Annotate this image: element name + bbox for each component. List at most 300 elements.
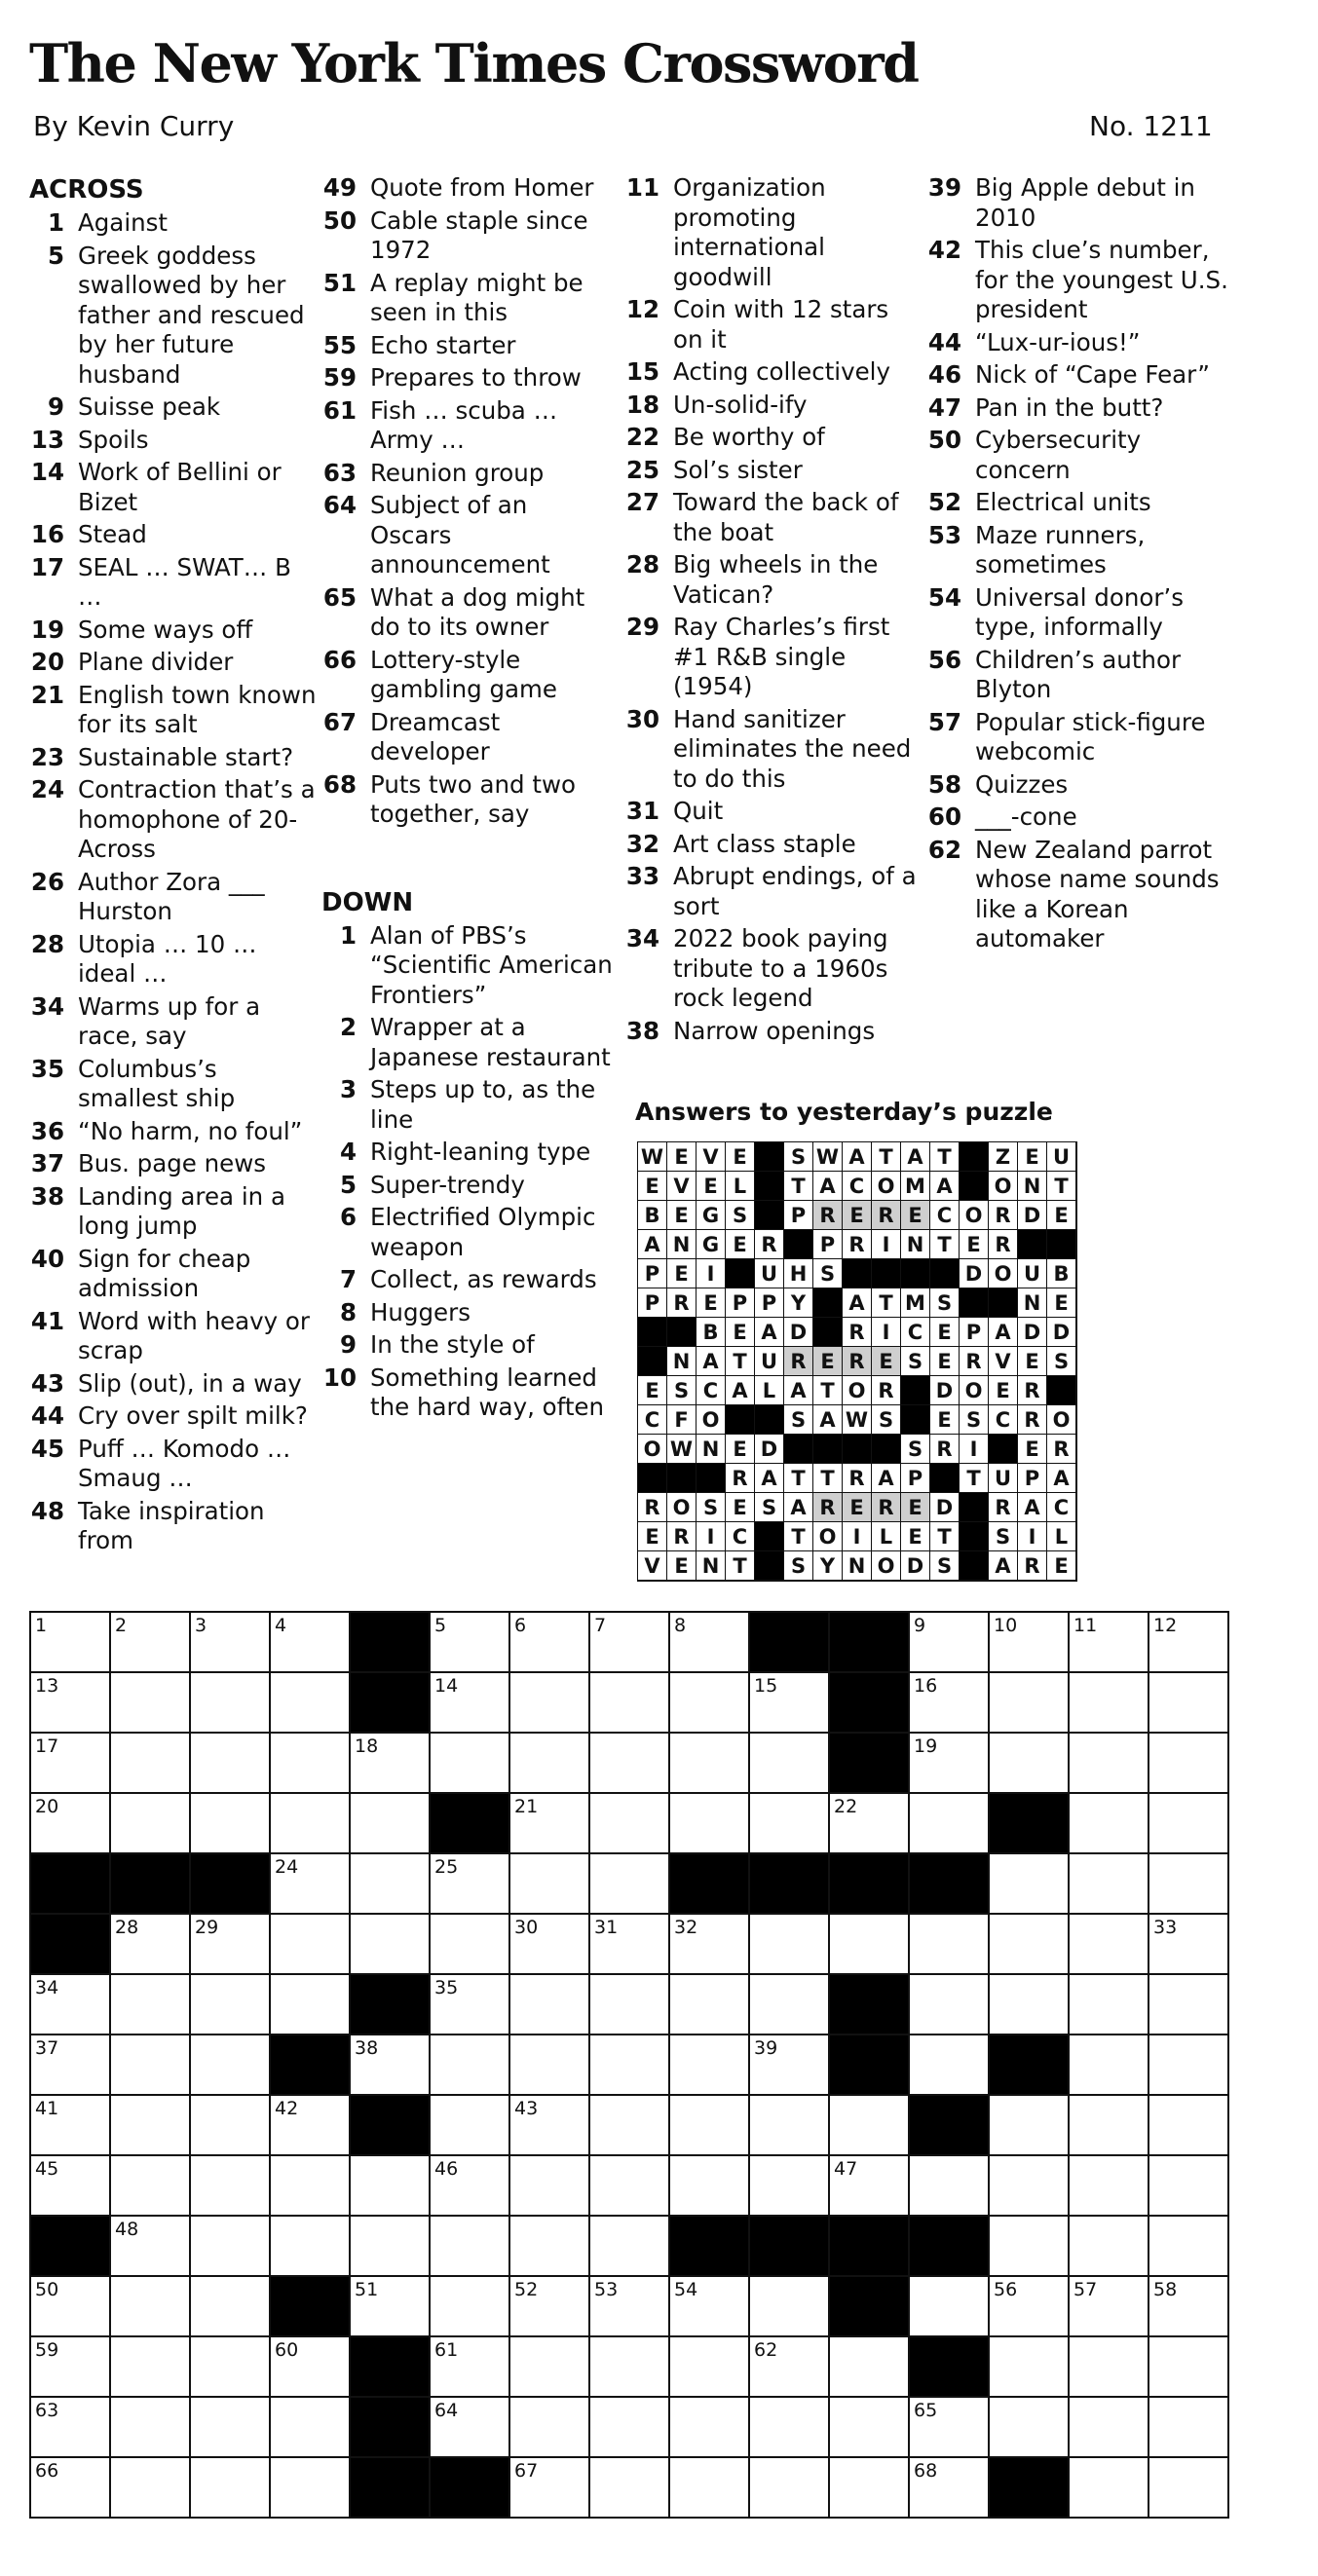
grid-cell[interactable]: [750, 2398, 830, 2458]
grid-cell[interactable]: [431, 2035, 510, 2096]
clue: [321, 1013, 616, 1072]
grid-cell[interactable]: [111, 2458, 191, 2519]
grid-cell[interactable]: [670, 1734, 750, 1794]
grid-cell[interactable]: [990, 1915, 1070, 1975]
answer-cell: L: [726, 1172, 755, 1201]
grid-cell[interactable]: [670, 1673, 750, 1734]
grid-cell[interactable]: [1070, 2035, 1149, 2096]
grid-cell[interactable]: [31, 2156, 111, 2217]
grid-cell[interactable]: [431, 2217, 510, 2277]
grid-cell[interactable]: [910, 1975, 990, 2035]
answer-cell: E: [930, 1405, 960, 1435]
grid-cell[interactable]: [351, 1794, 431, 1854]
grid-cell[interactable]: [670, 1915, 750, 1975]
grid-cell[interactable]: [191, 2398, 271, 2458]
clue-number: 67: [322, 707, 357, 736]
grid-cell[interactable]: [590, 1673, 670, 1734]
grid-cell[interactable]: [750, 2096, 830, 2156]
grid-cell[interactable]: [1070, 1734, 1149, 1794]
grid-cell[interactable]: [191, 2035, 271, 2096]
grid-cell[interactable]: [510, 1673, 590, 1734]
cell-number: 41: [35, 2098, 59, 2119]
grid-cell[interactable]: [1149, 1915, 1229, 1975]
grid-cell[interactable]: [590, 2217, 670, 2277]
cell-number: 33: [1153, 1917, 1178, 1938]
answer-cell: A: [843, 1142, 872, 1172]
grid-cell[interactable]: [1070, 1794, 1149, 1854]
grid-cell[interactable]: [351, 1854, 431, 1915]
answer-cell: R: [960, 1347, 989, 1376]
grid-cell[interactable]: [670, 1975, 750, 2035]
cell-number: 67: [514, 2460, 539, 2482]
grid-cell[interactable]: [510, 2035, 590, 2096]
grid-cell[interactable]: [590, 1734, 670, 1794]
clue-number: 5: [339, 1170, 357, 1199]
grid-cell[interactable]: [191, 2096, 271, 2156]
grid-cell[interactable]: [990, 2277, 1070, 2337]
cell-number: 21: [514, 1796, 539, 1817]
grid-cell[interactable]: [1149, 1613, 1229, 1673]
grid-cell[interactable]: [990, 2337, 1070, 2398]
grid-cell[interactable]: [1149, 1975, 1229, 2035]
grid-cell[interactable]: [271, 1915, 351, 1975]
grid-cell[interactable]: [31, 2458, 111, 2519]
grid-cell[interactable]: [510, 2458, 590, 2519]
grid-cell[interactable]: [750, 1975, 830, 2035]
grid-cell[interactable]: [1149, 2458, 1229, 2519]
grid-cell[interactable]: [910, 1734, 990, 1794]
grid-black-cell: [830, 1975, 910, 2035]
clue-text: Warms up for a race, say: [78, 991, 261, 1050]
grid-cell[interactable]: [431, 2337, 510, 2398]
grid-cell[interactable]: [111, 1734, 191, 1794]
answer-cell: E: [1047, 1288, 1076, 1318]
answer-cell: S: [901, 1435, 930, 1464]
cell-number: 62: [754, 2339, 778, 2361]
grid-cell[interactable]: [271, 2217, 351, 2277]
grid-cell[interactable]: [590, 2096, 670, 2156]
answer-cell: V: [697, 1142, 726, 1172]
clue-text: Author Zora ___ Hurston: [78, 867, 265, 925]
grid-cell[interactable]: [271, 1854, 351, 1915]
clue-text: What a dog might do to its owner: [370, 582, 585, 641]
grid-cell[interactable]: [31, 2398, 111, 2458]
grid-cell[interactable]: [590, 1854, 670, 1915]
grid-cell[interactable]: [1149, 2398, 1229, 2458]
grid-cell[interactable]: [990, 1734, 1070, 1794]
clue: [624, 488, 919, 547]
grid-black-cell: [351, 2337, 431, 2398]
grid-cell[interactable]: [111, 1613, 191, 1673]
answer-cell: D: [1018, 1318, 1047, 1347]
grid-cell[interactable]: [910, 2035, 990, 2096]
grid-cell[interactable]: [1070, 2398, 1149, 2458]
grid-cell[interactable]: [191, 1975, 271, 2035]
grid-cell[interactable]: [1070, 2277, 1149, 2337]
grid-cell[interactable]: [990, 1673, 1070, 1734]
grid-cell[interactable]: [271, 1613, 351, 1673]
grid-cell[interactable]: [750, 2458, 830, 2519]
grid-cell[interactable]: [111, 2217, 191, 2277]
answer-cell: R: [1018, 1405, 1047, 1435]
answer-cell: E: [843, 1201, 872, 1230]
grid-cell[interactable]: [910, 1673, 990, 1734]
grid-cell[interactable]: [510, 1854, 590, 1915]
clue-text: Electrified Olympic weapon: [370, 1203, 596, 1261]
grid-cell[interactable]: [990, 1613, 1070, 1673]
answer-cell: O: [813, 1522, 843, 1551]
clue-number: 12: [625, 295, 659, 323]
answer-cell: R: [813, 1493, 843, 1522]
grid-cell[interactable]: [351, 2156, 431, 2217]
answer-cell: S: [960, 1405, 989, 1435]
clue: [29, 1182, 321, 1242]
grid-cell[interactable]: [31, 2337, 111, 2398]
grid-cell[interactable]: [910, 2458, 990, 2519]
grid-cell[interactable]: [111, 1975, 191, 2035]
grid-cell[interactable]: [590, 2156, 670, 2217]
grid-cell[interactable]: [590, 2035, 670, 2096]
grid-cell[interactable]: [111, 2035, 191, 2096]
grid-cell[interactable]: [510, 2156, 590, 2217]
grid-cell[interactable]: [750, 2337, 830, 2398]
grid-cell[interactable]: [31, 2096, 111, 2156]
grid-cell[interactable]: [830, 2096, 910, 2156]
grid-cell[interactable]: [1070, 1915, 1149, 1975]
grid-cell[interactable]: [431, 2277, 510, 2337]
answer-cell: E: [667, 1142, 697, 1172]
grid-cell[interactable]: [271, 2096, 351, 2156]
grid-cell[interactable]: [750, 2035, 830, 2096]
answer-black-cell: [813, 1318, 843, 1347]
answer-cell: R: [1018, 1551, 1047, 1581]
grid-cell[interactable]: [271, 1673, 351, 1734]
clue-number: 34: [30, 991, 64, 1021]
grid-cell[interactable]: [1070, 1854, 1149, 1915]
answer-cell: R: [989, 1201, 1018, 1230]
grid-cell[interactable]: [191, 2458, 271, 2519]
grid-cell[interactable]: [1149, 2096, 1229, 2156]
answer-cell: B: [638, 1201, 667, 1230]
grid-cell[interactable]: [670, 2337, 750, 2398]
grid-cell[interactable]: [910, 2398, 990, 2458]
grid-cell[interactable]: [431, 1734, 510, 1794]
clue-number: 18: [625, 390, 659, 419]
answer-cell: D: [960, 1259, 989, 1288]
grid-cell[interactable]: [990, 2156, 1070, 2217]
grid-cell[interactable]: [111, 2277, 191, 2337]
clue-number: 34: [625, 924, 659, 952]
grid-cell[interactable]: [590, 2277, 670, 2337]
grid-cell[interactable]: [510, 1975, 590, 2035]
clue-text: Word with heavy or scrap: [78, 1306, 310, 1364]
grid-cell[interactable]: [1149, 2035, 1229, 2096]
clue-number: 6: [339, 1203, 357, 1231]
grid-cell[interactable]: [31, 1975, 111, 2035]
answer-cell: S: [813, 1259, 843, 1288]
grid-cell[interactable]: [510, 2217, 590, 2277]
grid-cell[interactable]: [351, 2035, 431, 2096]
grid-cell[interactable]: [590, 1915, 670, 1975]
grid-cell[interactable]: [750, 2156, 830, 2217]
grid-cell[interactable]: [1070, 2458, 1149, 2519]
answer-black-cell: [1047, 1376, 1076, 1405]
answer-cell: S: [726, 1201, 755, 1230]
grid-cell[interactable]: [1070, 2217, 1149, 2277]
grid-cell[interactable]: [750, 1915, 830, 1975]
grid-cell[interactable]: [271, 1794, 351, 1854]
grid-cell[interactable]: [830, 1915, 910, 1975]
grid-cell[interactable]: [510, 1915, 590, 1975]
grid-cell[interactable]: [351, 2277, 431, 2337]
grid-cell[interactable]: [590, 2398, 670, 2458]
grid-cell[interactable]: [191, 2337, 271, 2398]
answer-black-cell: [872, 1435, 901, 1464]
grid-cell[interactable]: [1149, 1854, 1229, 1915]
grid-cell[interactable]: [510, 1613, 590, 1673]
clue-text: A replay might be seen in this: [370, 268, 584, 326]
grid-cell[interactable]: [510, 2337, 590, 2398]
grid-cell[interactable]: [750, 2277, 830, 2337]
grid-cell[interactable]: [590, 1975, 670, 2035]
grid-cell[interactable]: [191, 2217, 271, 2277]
grid-cell[interactable]: [431, 2096, 510, 2156]
grid-cell[interactable]: [670, 2035, 750, 2096]
answer-cell: U: [755, 1347, 784, 1376]
grid-cell[interactable]: [910, 2156, 990, 2217]
grid-cell[interactable]: [910, 1613, 990, 1673]
grid-cell[interactable]: [31, 1734, 111, 1794]
grid-cell[interactable]: [31, 1794, 111, 1854]
answer-cell: R: [638, 1493, 667, 1522]
grid-cell[interactable]: [830, 2398, 910, 2458]
grid-cell[interactable]: [111, 2398, 191, 2458]
grid-cell[interactable]: [510, 1794, 590, 1854]
cell-number: 25: [434, 1856, 459, 1878]
answer-black-cell: [960, 1172, 989, 1201]
grid-cell[interactable]: [351, 1734, 431, 1794]
answer-cell: H: [784, 1259, 813, 1288]
cell-number: 46: [434, 2158, 459, 2180]
answer-cell: E: [1018, 1435, 1047, 1464]
grid-cell[interactable]: [431, 1975, 510, 2035]
grid-cell[interactable]: [1070, 2156, 1149, 2217]
grid-cell[interactable]: [1070, 2096, 1149, 2156]
grid-cell[interactable]: [1070, 1613, 1149, 1673]
grid-cell[interactable]: [431, 1915, 510, 1975]
grid-black-cell: [351, 1613, 431, 1673]
grid-black-cell: [750, 2217, 830, 2277]
grid-cell[interactable]: [910, 1915, 990, 1975]
grid-cell[interactable]: [990, 1975, 1070, 2035]
answer-cell: O: [989, 1172, 1018, 1201]
clue: [624, 423, 919, 453]
cell-number: 31: [594, 1917, 619, 1938]
answer-cell: N: [697, 1551, 726, 1581]
grid-cell[interactable]: [590, 2337, 670, 2398]
grid-cell[interactable]: [1149, 1794, 1229, 1854]
answer-cell: I: [697, 1522, 726, 1551]
grid-cell[interactable]: [830, 1794, 910, 1854]
grid-cell[interactable]: [191, 2156, 271, 2217]
grid-cell[interactable]: [31, 1673, 111, 1734]
clue-text: SEAL … SWAT… B …: [78, 552, 291, 611]
clue-number: 55: [322, 330, 357, 359]
clue-text: This clue’s number, for the youngest U.S. president: [975, 236, 1228, 323]
grid-cell[interactable]: [431, 1854, 510, 1915]
cell-number: 29: [195, 1917, 219, 1938]
grid-cell[interactable]: [510, 2096, 590, 2156]
grid-black-cell: [750, 1854, 830, 1915]
clue-number: 50: [322, 205, 357, 235]
grid-cell[interactable]: [990, 2217, 1070, 2277]
grid-cell[interactable]: [590, 2458, 670, 2519]
grid-cell[interactable]: [670, 2096, 750, 2156]
grid-cell[interactable]: [271, 1734, 351, 1794]
grid-cell[interactable]: [191, 1613, 271, 1673]
grid-cell[interactable]: [590, 1794, 670, 1854]
grid-cell[interactable]: [191, 1734, 271, 1794]
clue: [624, 862, 919, 921]
grid-cell[interactable]: [191, 2277, 271, 2337]
grid-cell[interactable]: [351, 2217, 431, 2277]
grid-cell[interactable]: [111, 1673, 191, 1734]
grid-cell[interactable]: [1149, 1673, 1229, 1734]
grid-cell[interactable]: [670, 1794, 750, 1854]
clue-text: Sustainable start?: [78, 742, 294, 771]
answer-cell: A: [1018, 1493, 1047, 1522]
grid-black-cell: [351, 1673, 431, 1734]
grid-cell[interactable]: [111, 1794, 191, 1854]
grid-cell[interactable]: [670, 2458, 750, 2519]
answer-cell: E: [1047, 1551, 1076, 1581]
clue: [624, 357, 919, 388]
clue-text: New Zealand parrot whose name sounds like a Korean automaker: [975, 835, 1220, 952]
clue: [624, 613, 919, 702]
cell-number: 12: [1153, 1615, 1178, 1636]
grid-cell[interactable]: [351, 1915, 431, 1975]
grid-cell[interactable]: [830, 2337, 910, 2398]
clue: [926, 803, 1238, 833]
grid-cell[interactable]: [111, 1915, 191, 1975]
grid-cell[interactable]: [990, 1854, 1070, 1915]
answer-cell: E: [638, 1376, 667, 1405]
cell-number: 51: [355, 2279, 379, 2300]
grid-cell[interactable]: [271, 1975, 351, 2035]
clue: [624, 797, 919, 827]
grid-cell[interactable]: [670, 1613, 750, 1673]
grid-black-cell: [830, 2217, 910, 2277]
answer-cell: O: [872, 1172, 901, 1201]
grid-cell[interactable]: [830, 2458, 910, 2519]
grid-cell[interactable]: [510, 1734, 590, 1794]
grid-cell[interactable]: [590, 1613, 670, 1673]
grid-cell[interactable]: [431, 1673, 510, 1734]
answer-cell: D: [901, 1551, 930, 1581]
clue-number: 28: [30, 929, 64, 958]
grid-cell[interactable]: [431, 2156, 510, 2217]
grid-cell[interactable]: [750, 1794, 830, 1854]
clue: [321, 459, 616, 489]
grid-cell[interactable]: [31, 1613, 111, 1673]
clue-text: ___-cone: [975, 803, 1077, 831]
grid-cell[interactable]: [1070, 1673, 1149, 1734]
grid-cell[interactable]: [1149, 2156, 1229, 2217]
grid-cell[interactable]: [31, 2035, 111, 2096]
grid-cell[interactable]: [191, 1794, 271, 1854]
clue: [29, 1497, 321, 1556]
grid-cell[interactable]: [990, 2398, 1070, 2458]
grid-cell[interactable]: [271, 2156, 351, 2217]
answer-cell: E: [638, 1172, 667, 1201]
clue-text: Work of Bellini or Bizet: [78, 458, 282, 516]
grid-cell[interactable]: [990, 2096, 1070, 2156]
grid-cell[interactable]: [111, 2096, 191, 2156]
grid-cell[interactable]: [670, 2398, 750, 2458]
grid-cell[interactable]: [670, 2277, 750, 2337]
grid-cell[interactable]: [1149, 2337, 1229, 2398]
grid-cell[interactable]: [1070, 1975, 1149, 2035]
clue: [321, 363, 616, 393]
down-heading: DOWN: [321, 887, 414, 917]
grid-cell[interactable]: [271, 2337, 351, 2398]
answer-cell: L: [872, 1522, 901, 1551]
answer-cell: R: [989, 1230, 1018, 1259]
grid-cell[interactable]: [1149, 2217, 1229, 2277]
answer-cell: A: [989, 1318, 1018, 1347]
grid-cell[interactable]: [111, 2337, 191, 2398]
grid-cell[interactable]: [191, 1673, 271, 1734]
clue-text: Acting collectively: [673, 357, 890, 386]
answer-cell: R: [667, 1288, 697, 1318]
answer-cell: E: [901, 1493, 930, 1522]
cell-number: 4: [275, 1615, 287, 1636]
grid-cell[interactable]: [510, 2277, 590, 2337]
clue: [624, 456, 919, 486]
grid-cell[interactable]: [670, 2156, 750, 2217]
answer-cell: I: [697, 1259, 726, 1288]
grid-cell[interactable]: [1149, 2277, 1229, 2337]
clue-text: Utopia … 10 … ideal …: [78, 929, 257, 988]
clue: [29, 392, 321, 423]
grid-black-cell: [351, 2096, 431, 2156]
grid-cell[interactable]: [910, 2277, 990, 2337]
clue-number: 20: [30, 648, 64, 676]
grid-cell[interactable]: [1149, 1734, 1229, 1794]
grid-cell[interactable]: [431, 2398, 510, 2458]
clue-text: Quit: [673, 797, 724, 825]
grid-cell[interactable]: [910, 1794, 990, 1854]
grid-cell[interactable]: [191, 1915, 271, 1975]
answer-cell: A: [755, 1318, 784, 1347]
answer-cell: E: [843, 1493, 872, 1522]
grid-cell[interactable]: [111, 2156, 191, 2217]
clue-number: 3: [339, 1075, 357, 1103]
grid-cell[interactable]: [271, 2398, 351, 2458]
clue: [29, 242, 321, 391]
grid-cell[interactable]: [750, 1673, 830, 1734]
grid-cell[interactable]: [1070, 2337, 1149, 2398]
grid-cell[interactable]: [431, 1613, 510, 1673]
grid-cell[interactable]: [31, 2277, 111, 2337]
clue-number: 36: [30, 1116, 64, 1145]
grid-cell[interactable]: [510, 2398, 590, 2458]
grid-cell[interactable]: [750, 1734, 830, 1794]
answer-black-cell: [1047, 1230, 1076, 1259]
grid-cell[interactable]: [830, 2156, 910, 2217]
clue: [624, 924, 919, 1014]
grid-cell[interactable]: [271, 2458, 351, 2519]
